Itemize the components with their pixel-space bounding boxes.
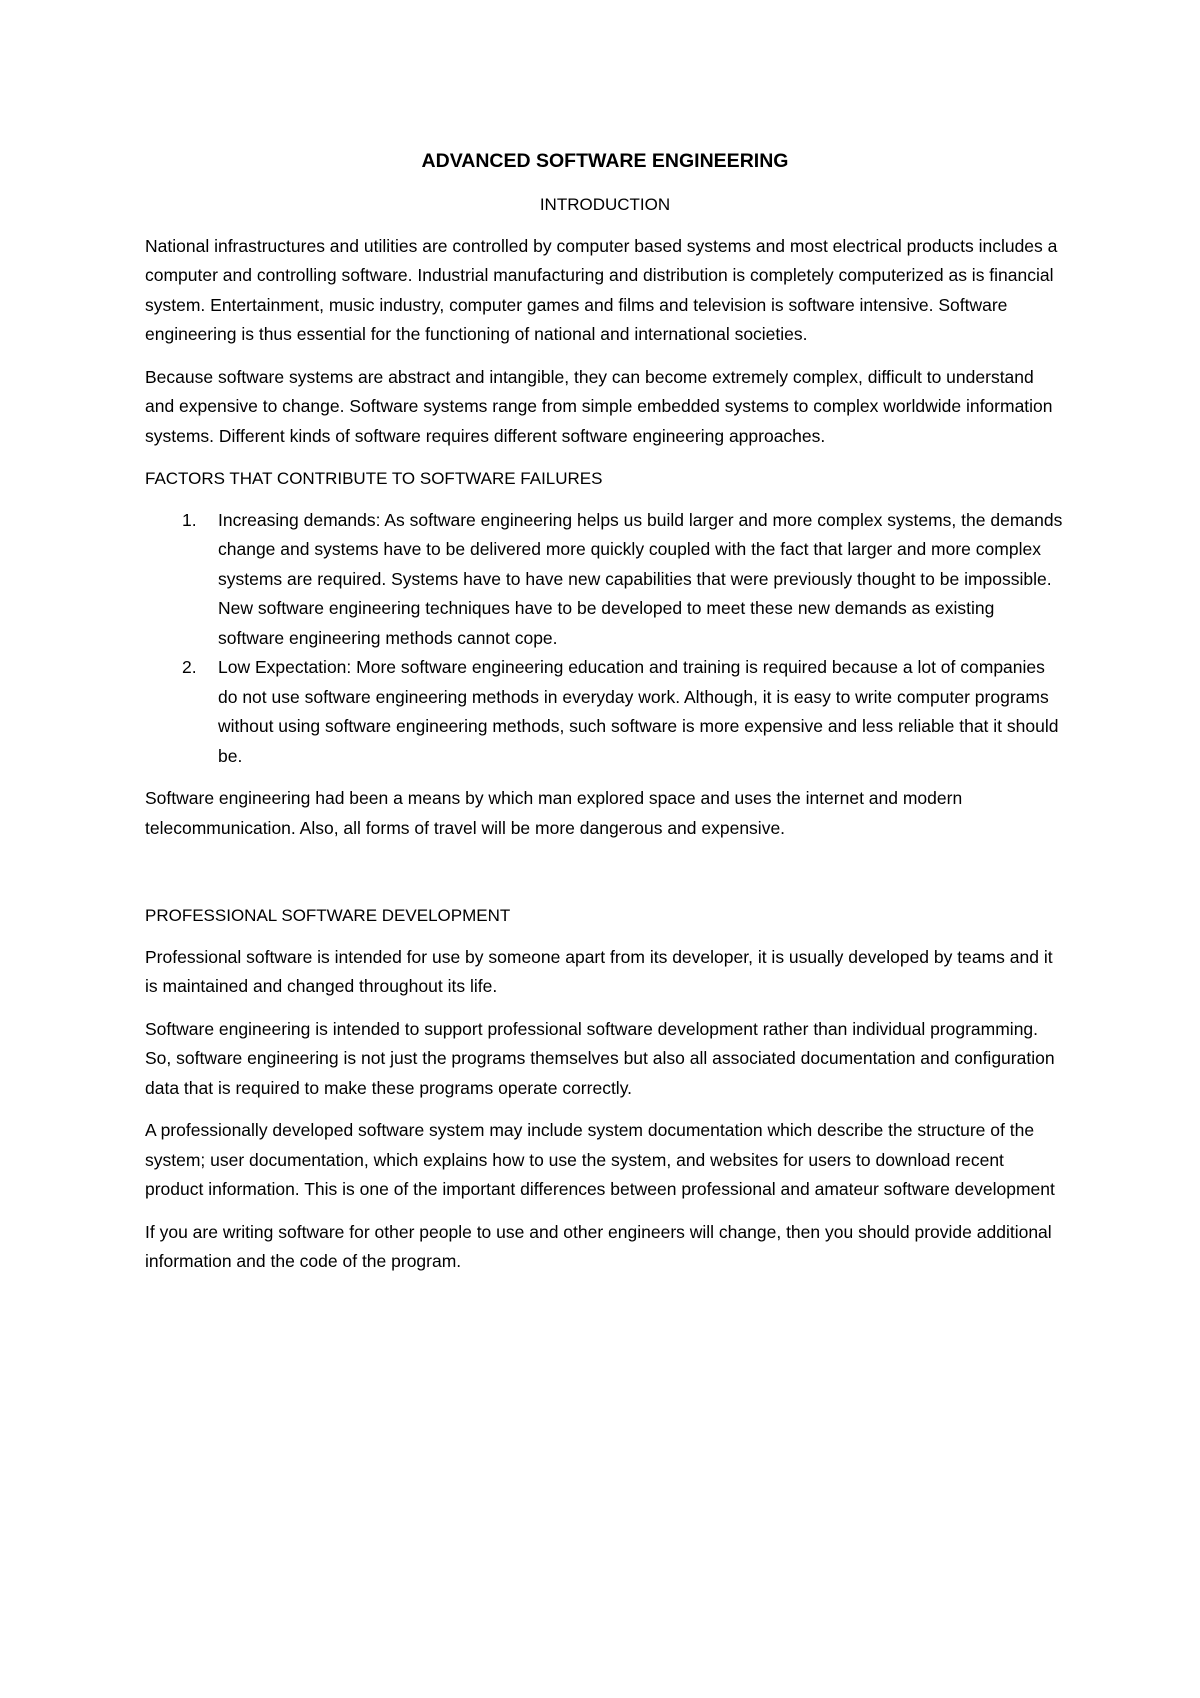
section-gap xyxy=(145,856,1065,901)
list-item-number: 2. xyxy=(182,657,197,677)
professional-heading: PROFESSIONAL SOFTWARE DEVELOPMENT xyxy=(145,906,511,925)
introduction-heading: INTRODUCTION xyxy=(539,195,671,214)
professional-paragraph-4: If you are writing software for other people to use and other engineers will change, then you should provide additional information and the code of the program. xyxy=(145,1221,1052,1271)
factors-conclusion-paragraph: Software engineering had been a means by which man explored space and uses the internet and modern telecommunication. Also, all forms of travel will be more dangerous and expensive. xyxy=(145,788,963,838)
professional-paragraph-2: Software engineering is intended to support professional software development rather than individual programming. So, software engineering is not just the programs themselves but also all associated documentation and configuration data that is required to make these programs operate correctly. xyxy=(145,1018,1055,1098)
factors-heading: FACTORS THAT CONTRIBUTE TO SOFTWARE FAILURES xyxy=(145,469,603,488)
professional-paragraph-1: Professional software is intended for use by someone apart from its developer, it is usually developed by teams and it is maintained and changed throughout its life. xyxy=(145,946,1053,996)
list-item-number: 1. xyxy=(182,509,197,530)
document-body xyxy=(145,146,1065,1290)
professional-paragraph-3: A professionally developed software system may include system documentation which describe the structure of the system; user documentation, which explains how to use the system, and websites for users to download recent product information. This is one of the important differences between professional and amateur software development xyxy=(145,1120,1055,1199)
list-item xyxy=(145,506,1065,654)
document-title: ADVANCED SOFTWARE ENGINEERING xyxy=(421,150,789,172)
intro-paragraph-1: National infrastructures and utilities are controlled by computer based systems and most electrical products includes a computer and controlling software. Industrial manufacturing and distribution is completely computerized as is financial system. Entertainment, music industry, computer games and films and television is software intensive. Software engineering is thus essential for the functioning of national and international societies. xyxy=(145,235,1058,344)
factors-list xyxy=(145,506,1065,772)
intro-paragraph-2: Because software systems are abstract and intangible, they can become extremely complex, difficult to understand and expensive to change. Software systems range from simple embedded systems to complex worldwide information systems. Different kinds of software requires different software engineering approaches. xyxy=(145,366,1053,446)
list-item xyxy=(145,653,1065,771)
list-item-text: Low Expectation: More software engineering education and training is required because a lot of companies do not use software engineering methods in everyday work. Although, it is easy to write computer programs without using software engineering methods, such software is more expensive and less reliable that it should be. xyxy=(218,657,1059,766)
list-item-text: Increasing demands: As software engineering helps us build larger and more complex systems, the demands change and systems have to be delivered more quickly coupled with the fact that larger and more complex systems are required. Systems have to have new capabilities that were previously thought to be impossible. New software engineering techniques have to be developed to meet these new demands as existing software engineering methods cannot cope. xyxy=(218,509,1063,648)
